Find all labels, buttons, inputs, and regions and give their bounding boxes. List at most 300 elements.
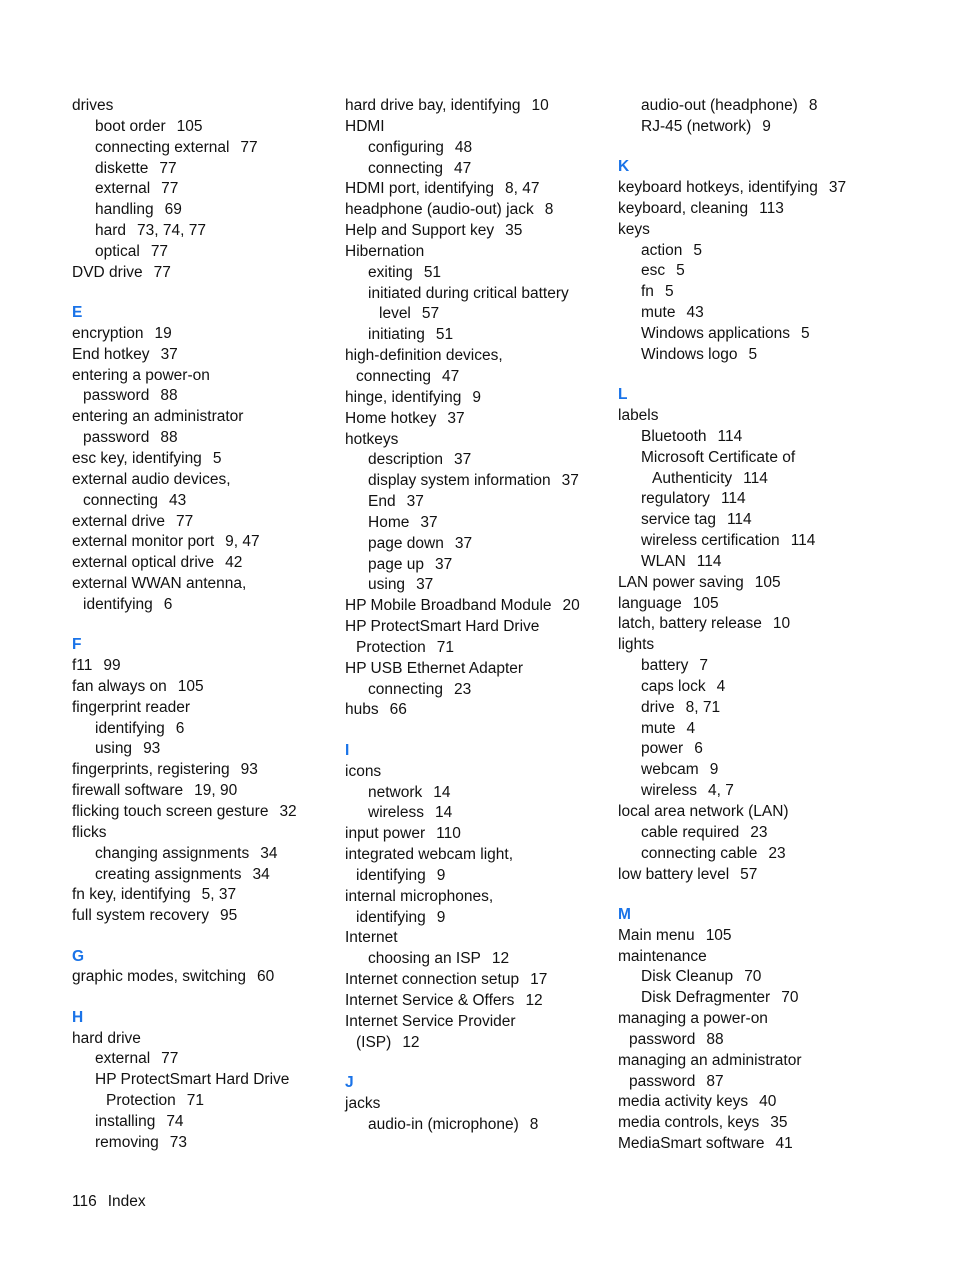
entry-page-refs: 51 bbox=[435, 326, 454, 344]
index-entry bbox=[72, 823, 337, 844]
entry-term: action bbox=[641, 241, 683, 259]
entry-term: webcam bbox=[641, 761, 699, 779]
entry-page-refs: 73, 74, 77 bbox=[137, 222, 206, 240]
index-entry bbox=[618, 926, 883, 947]
index-subentry bbox=[345, 680, 610, 701]
entry-term: hubs bbox=[345, 701, 379, 719]
index-entry bbox=[345, 659, 610, 680]
entry-page-refs: 110 bbox=[436, 825, 461, 843]
entry-page-refs: 57 bbox=[421, 305, 440, 323]
entry-page-refs: 70 bbox=[744, 968, 762, 986]
entry-term: MediaSmart software bbox=[618, 1135, 765, 1153]
entry-page-refs: 5 bbox=[212, 450, 222, 467]
entry-term: Home bbox=[368, 513, 410, 531]
entry-term: handling bbox=[95, 201, 154, 219]
index-entry bbox=[618, 1134, 883, 1155]
index-entry bbox=[618, 199, 883, 220]
entry-term: creating assignments bbox=[95, 865, 242, 883]
index-entry bbox=[618, 1092, 883, 1113]
index-subentry bbox=[72, 844, 337, 865]
index-entry bbox=[72, 802, 337, 823]
entry-term: mute bbox=[641, 304, 676, 322]
entry-term: removing bbox=[95, 1133, 159, 1151]
entry-term: external optical drive bbox=[72, 554, 215, 572]
index-entry bbox=[618, 802, 883, 823]
index-subentry bbox=[618, 781, 883, 802]
entry-page-refs: 37 bbox=[435, 555, 453, 573]
index-subentry bbox=[618, 261, 883, 282]
entry-term: changing assignments bbox=[95, 844, 250, 862]
entry-term: external WWAN antenna, bbox=[72, 575, 247, 593]
index-entry bbox=[345, 928, 610, 949]
index-subentry bbox=[618, 510, 883, 531]
entry-term: media activity keys bbox=[618, 1093, 749, 1111]
index-subentry bbox=[618, 345, 883, 366]
entry-page-refs: 12 bbox=[402, 1033, 420, 1051]
entry-term: audio-in (microphone) bbox=[368, 1115, 519, 1133]
entry-term: choosing an ISP bbox=[368, 950, 481, 968]
index-entry bbox=[72, 1029, 337, 1050]
index-subentry bbox=[72, 719, 337, 740]
entry-page-refs: 43 bbox=[686, 304, 704, 322]
entry-term: Protection bbox=[106, 1092, 176, 1110]
entry-term: language bbox=[618, 594, 682, 612]
entry-page-refs: 9 bbox=[472, 388, 481, 406]
index-entry bbox=[618, 220, 883, 241]
entry-term: fingerprints, registering bbox=[72, 761, 230, 779]
entry-term: connecting cable bbox=[641, 844, 758, 862]
index-column-3 bbox=[618, 96, 883, 1155]
entry-page-refs: 8 bbox=[529, 1115, 539, 1133]
entry-term: HP ProtectSmart Hard Drive bbox=[345, 618, 540, 636]
entry-page-refs: 69 bbox=[164, 201, 182, 219]
entry-term: hard drive bbox=[72, 1029, 141, 1047]
entry-page-refs: 37 bbox=[454, 534, 473, 552]
entry-term: mute bbox=[641, 719, 676, 737]
entry-term: high-definition devices, bbox=[345, 347, 503, 365]
entry-term: caps lock bbox=[641, 677, 706, 695]
index-entry bbox=[345, 1094, 610, 1115]
entry-page-refs: 114 bbox=[790, 532, 816, 550]
index-entry bbox=[72, 885, 337, 906]
index-subentry bbox=[345, 138, 610, 159]
entry-page-refs: 77 bbox=[150, 242, 169, 260]
entry-term: Windows logo bbox=[641, 345, 738, 363]
entry-term: integrated webcam light, bbox=[345, 846, 514, 864]
index-entry bbox=[345, 887, 610, 908]
entry-page-refs: 23 bbox=[453, 680, 472, 698]
entry-term: wireless bbox=[368, 804, 424, 822]
index-subentry bbox=[345, 1115, 610, 1136]
entry-term: labels bbox=[618, 406, 659, 424]
entry-page-refs: 105 bbox=[177, 677, 204, 695]
index-subentry bbox=[618, 698, 883, 719]
index-entry bbox=[345, 409, 610, 430]
index-entry bbox=[345, 179, 610, 200]
entry-page-refs: 88 bbox=[706, 1030, 724, 1048]
entry-page-refs: 51 bbox=[423, 263, 442, 281]
entry-term: description bbox=[368, 451, 443, 469]
index-subentry bbox=[72, 117, 337, 138]
entry-term: f11 bbox=[72, 657, 93, 675]
index-subentry bbox=[72, 1091, 337, 1112]
entry-page-refs: 57 bbox=[740, 865, 758, 883]
entry-page-refs: 19 bbox=[154, 324, 172, 342]
entry-term: Windows applications bbox=[641, 324, 791, 342]
entry-term: identifying bbox=[83, 595, 153, 613]
index-subentry bbox=[72, 428, 337, 449]
entry-term: Microsoft Certificate of bbox=[641, 448, 796, 466]
index-subentry bbox=[72, 739, 337, 760]
index-subentry bbox=[72, 1133, 337, 1154]
index-subentry bbox=[618, 656, 883, 677]
index-entry bbox=[345, 117, 610, 138]
entry-page-refs: 47 bbox=[453, 159, 472, 177]
entry-term: drive bbox=[641, 698, 675, 716]
entry-page-refs: 14 bbox=[434, 804, 453, 822]
entry-term: diskette bbox=[95, 159, 149, 177]
entry-page-refs: 9 bbox=[762, 117, 771, 135]
index-entry bbox=[345, 221, 610, 242]
entry-term: using bbox=[95, 740, 133, 758]
entry-page-refs: 9, 47 bbox=[225, 533, 260, 551]
entry-page-refs: 9 bbox=[709, 761, 719, 779]
entry-term: flicking touch screen gesture bbox=[72, 803, 269, 820]
entry-page-refs: 47 bbox=[441, 367, 460, 385]
index-subentry bbox=[618, 303, 883, 324]
index-subentry bbox=[618, 739, 883, 760]
entry-page-refs: 37 bbox=[453, 451, 472, 469]
entry-term: connecting external bbox=[95, 138, 230, 156]
index-entry bbox=[618, 635, 883, 656]
entry-term: regulatory bbox=[641, 490, 710, 508]
entry-page-refs: 17 bbox=[530, 971, 548, 989]
index-entry bbox=[72, 407, 337, 428]
index-subentry bbox=[72, 865, 337, 886]
entry-term: wireless bbox=[641, 782, 697, 800]
entry-page-refs: 99 bbox=[103, 657, 121, 675]
index-subentry bbox=[72, 1049, 337, 1070]
entry-page-refs: 35 bbox=[505, 222, 523, 240]
index-subentry bbox=[345, 949, 610, 970]
entry-page-refs: 4 bbox=[686, 719, 696, 737]
entry-term: End bbox=[368, 493, 396, 511]
entry-term: Disk Cleanup bbox=[641, 968, 734, 986]
index-entry bbox=[72, 677, 337, 698]
entry-term: exiting bbox=[368, 263, 413, 281]
entry-page-refs: 23 bbox=[768, 844, 786, 862]
entry-term: Internet bbox=[345, 929, 398, 947]
index-entry bbox=[72, 470, 337, 491]
entry-term: network bbox=[368, 783, 423, 801]
entry-page-refs: 5 bbox=[801, 324, 810, 342]
footer-section-label: Index bbox=[107, 1193, 146, 1210]
index-letter-heading: M bbox=[618, 905, 631, 923]
entry-page-refs: 14 bbox=[433, 783, 451, 801]
index-entry bbox=[345, 845, 610, 866]
entry-term: Bluetooth bbox=[641, 427, 707, 445]
entry-term: entering an administrator bbox=[72, 408, 244, 426]
entry-term: Authenticity bbox=[652, 469, 733, 487]
entry-page-refs: 6 bbox=[175, 719, 185, 737]
entry-term: external drive bbox=[72, 512, 166, 530]
entry-page-refs: 37 bbox=[828, 179, 847, 197]
index-subentry bbox=[618, 324, 883, 345]
entry-term: LAN power saving bbox=[618, 573, 744, 591]
index-entry bbox=[345, 200, 610, 221]
entry-page-refs: 114 bbox=[696, 552, 722, 570]
index-entry bbox=[618, 594, 883, 615]
index-subentry bbox=[72, 159, 337, 180]
index-entry bbox=[72, 760, 337, 781]
footer-page-number: 116 bbox=[72, 1193, 97, 1210]
entry-term: latch, battery release bbox=[618, 615, 762, 633]
entry-page-refs: 5 bbox=[693, 241, 702, 259]
entry-page-refs: 37 bbox=[561, 472, 579, 490]
entry-term: hinge, identifying bbox=[345, 388, 462, 406]
entry-page-refs: 37 bbox=[160, 345, 178, 363]
index-entry bbox=[345, 762, 610, 783]
entry-term: Main menu bbox=[618, 926, 695, 944]
index-subentry bbox=[72, 221, 337, 242]
entry-page-refs: 37 bbox=[416, 576, 434, 594]
entry-term: initiating bbox=[368, 326, 425, 344]
entry-page-refs: 48 bbox=[454, 138, 473, 156]
index-entry bbox=[72, 967, 337, 988]
index-entry bbox=[72, 263, 337, 284]
index-subentry bbox=[618, 241, 883, 262]
entry-page-refs: 40 bbox=[759, 1093, 777, 1111]
entry-term: display system information bbox=[368, 472, 551, 490]
entry-term: entering a power-on bbox=[72, 366, 210, 384]
entry-term: End hotkey bbox=[72, 345, 150, 363]
index-subentry bbox=[618, 427, 883, 448]
entry-term: Protection bbox=[356, 638, 426, 656]
page-footer bbox=[72, 1192, 146, 1212]
entry-term: keys bbox=[618, 220, 650, 238]
index-entry bbox=[72, 512, 337, 533]
index-subentry bbox=[345, 803, 610, 824]
index-subentry bbox=[345, 284, 610, 305]
entry-term: page down bbox=[368, 534, 444, 552]
index-entry bbox=[72, 532, 337, 553]
entry-page-refs: 93 bbox=[240, 761, 258, 779]
index-subentry bbox=[618, 117, 883, 138]
entry-page-refs: 10 bbox=[772, 615, 791, 633]
entry-term: configuring bbox=[368, 138, 444, 156]
index-entry bbox=[72, 345, 337, 366]
entry-page-refs: 114 bbox=[726, 511, 752, 529]
entry-term: password bbox=[629, 1072, 696, 1090]
index-subentry bbox=[72, 200, 337, 221]
index-entry bbox=[345, 596, 610, 617]
entry-term: RJ-45 (network) bbox=[641, 117, 752, 135]
index-entry bbox=[345, 1012, 610, 1033]
index-subentry bbox=[618, 448, 883, 469]
entry-page-refs: 114 bbox=[720, 490, 746, 508]
entry-term: HP ProtectSmart Hard Drive bbox=[95, 1071, 290, 1089]
entry-page-refs: 20 bbox=[562, 597, 580, 615]
entry-page-refs: 60 bbox=[257, 968, 275, 986]
entry-term: external audio devices, bbox=[72, 470, 231, 488]
entry-term: HP Mobile Broadband Module bbox=[345, 597, 552, 615]
index-letter-heading: E bbox=[72, 304, 83, 322]
entry-term: low battery level bbox=[618, 865, 730, 883]
entry-term: installing bbox=[95, 1112, 156, 1130]
entry-term: input power bbox=[345, 825, 426, 843]
entry-term: connecting bbox=[356, 367, 431, 385]
index-entry bbox=[345, 970, 610, 991]
entry-page-refs: 95 bbox=[219, 907, 238, 925]
entry-page-refs: 19, 90 bbox=[194, 782, 238, 800]
entry-term: hotkeys bbox=[345, 430, 399, 448]
index-entry bbox=[618, 1113, 883, 1134]
entry-page-refs: 114 bbox=[717, 427, 743, 445]
entry-term: jacks bbox=[345, 1094, 381, 1112]
entry-page-refs: 6 bbox=[163, 595, 173, 613]
index-subentry bbox=[72, 138, 337, 159]
entry-term: Home hotkey bbox=[345, 409, 437, 427]
entry-page-refs: 88 bbox=[160, 429, 178, 447]
index-entry bbox=[618, 947, 883, 968]
index-letter-heading: L bbox=[618, 386, 628, 404]
entry-page-refs: 74 bbox=[166, 1112, 184, 1130]
index-entry bbox=[618, 573, 883, 594]
entry-term: drives bbox=[72, 97, 114, 114]
index-subentry bbox=[618, 531, 883, 552]
index-subentry bbox=[345, 450, 610, 471]
entry-term: HDMI bbox=[345, 117, 385, 135]
entry-term: WLAN bbox=[641, 552, 686, 570]
entry-page-refs: 42 bbox=[225, 554, 243, 572]
entry-term: esc bbox=[641, 262, 666, 280]
index-subentry bbox=[345, 783, 610, 804]
index-subentry bbox=[345, 492, 610, 513]
entry-term: Hibernation bbox=[345, 242, 425, 260]
entry-term: page up bbox=[368, 555, 425, 573]
entry-term: identifying bbox=[356, 866, 426, 884]
index-subentry bbox=[72, 179, 337, 200]
index-subentry bbox=[345, 325, 610, 346]
index-letter-heading: I bbox=[345, 741, 350, 759]
entry-term: DVD drive bbox=[72, 263, 143, 281]
index-subentry bbox=[345, 638, 610, 659]
entry-page-refs: 32 bbox=[279, 803, 297, 820]
index-entry bbox=[618, 1009, 883, 1030]
entry-page-refs: 66 bbox=[389, 701, 407, 719]
index-subentry bbox=[72, 1070, 337, 1091]
entry-page-refs: 113 bbox=[759, 199, 784, 217]
index-subentry bbox=[345, 908, 610, 929]
index-entry bbox=[345, 824, 610, 845]
index-entry bbox=[72, 553, 337, 574]
index-subentry bbox=[72, 491, 337, 512]
index-letter-heading: K bbox=[618, 158, 630, 176]
entry-term: keyboard, cleaning bbox=[618, 199, 749, 217]
index-entry bbox=[345, 346, 610, 367]
entry-term: connecting bbox=[368, 680, 443, 698]
entry-page-refs: 5 bbox=[676, 262, 685, 280]
index-subentry bbox=[345, 367, 610, 388]
index-letter-heading: F bbox=[72, 636, 82, 654]
index-subentry bbox=[618, 552, 883, 573]
entry-page-refs: 43 bbox=[168, 491, 187, 509]
index-subentry bbox=[618, 677, 883, 698]
index-entry bbox=[618, 865, 883, 886]
entry-page-refs: 73 bbox=[169, 1133, 187, 1151]
index-entry bbox=[72, 781, 337, 802]
entry-page-refs: 41 bbox=[775, 1135, 793, 1153]
entry-page-refs: 114 bbox=[743, 469, 768, 487]
index-subentry bbox=[618, 469, 883, 490]
entry-page-refs: 77 bbox=[176, 512, 194, 530]
index-entry bbox=[345, 617, 610, 638]
entry-page-refs: 35 bbox=[770, 1114, 788, 1132]
entry-page-refs: 88 bbox=[160, 387, 178, 405]
entry-page-refs: 12 bbox=[525, 991, 543, 1009]
entry-term: local area network (LAN) bbox=[618, 803, 789, 820]
entry-page-refs: 34 bbox=[252, 865, 270, 883]
index-entry bbox=[618, 614, 883, 635]
entry-page-refs: 37 bbox=[406, 493, 424, 511]
index-subentry bbox=[618, 760, 883, 781]
entry-page-refs: 105 bbox=[705, 926, 732, 944]
index-entry bbox=[345, 388, 610, 409]
entry-term: power bbox=[641, 740, 684, 758]
index-column-1 bbox=[72, 96, 337, 1154]
index-subentry bbox=[345, 263, 610, 284]
entry-term: graphic modes, switching bbox=[72, 968, 247, 986]
entry-page-refs: 105 bbox=[692, 594, 719, 612]
entry-term: battery bbox=[641, 657, 689, 675]
entry-term: password bbox=[83, 387, 150, 405]
entry-term: keyboard hotkeys, identifying bbox=[618, 179, 818, 197]
entry-term: service tag bbox=[641, 511, 716, 529]
entry-page-refs: 23 bbox=[750, 823, 768, 841]
entry-term: Internet connection setup bbox=[345, 971, 520, 989]
index-subentry bbox=[618, 96, 883, 117]
index-subentry bbox=[345, 1033, 610, 1054]
entry-term: Help and Support key bbox=[345, 222, 495, 240]
entry-page-refs: 70 bbox=[781, 989, 799, 1007]
entry-page-refs: 93 bbox=[143, 740, 161, 758]
entry-page-refs: 5 bbox=[748, 345, 758, 363]
entry-term: external monitor port bbox=[72, 533, 215, 551]
index-subentry bbox=[618, 844, 883, 865]
index-entry bbox=[72, 324, 337, 345]
entry-page-refs: 6 bbox=[694, 740, 703, 758]
entry-term: connecting bbox=[83, 491, 158, 509]
entry-page-refs: 37 bbox=[420, 513, 438, 531]
entry-term: password bbox=[83, 429, 150, 447]
index-subentry bbox=[345, 575, 610, 596]
index-subentry bbox=[345, 159, 610, 180]
entry-page-refs: 77 bbox=[161, 180, 179, 198]
entry-term: identifying bbox=[356, 908, 426, 926]
entry-term: boot order bbox=[95, 117, 166, 135]
index-column-2 bbox=[345, 96, 610, 1136]
entry-term: internal microphones, bbox=[345, 887, 494, 905]
index-subentry bbox=[345, 513, 610, 534]
index-entry bbox=[345, 700, 610, 721]
index-subentry bbox=[618, 282, 883, 303]
entry-term: fan always on bbox=[72, 677, 167, 695]
entry-page-refs: 4, 7 bbox=[707, 782, 734, 800]
entry-page-refs: 9 bbox=[436, 866, 446, 884]
entry-page-refs: 71 bbox=[436, 638, 455, 656]
entry-page-refs: 105 bbox=[754, 573, 781, 591]
entry-page-refs: 9 bbox=[436, 908, 446, 926]
